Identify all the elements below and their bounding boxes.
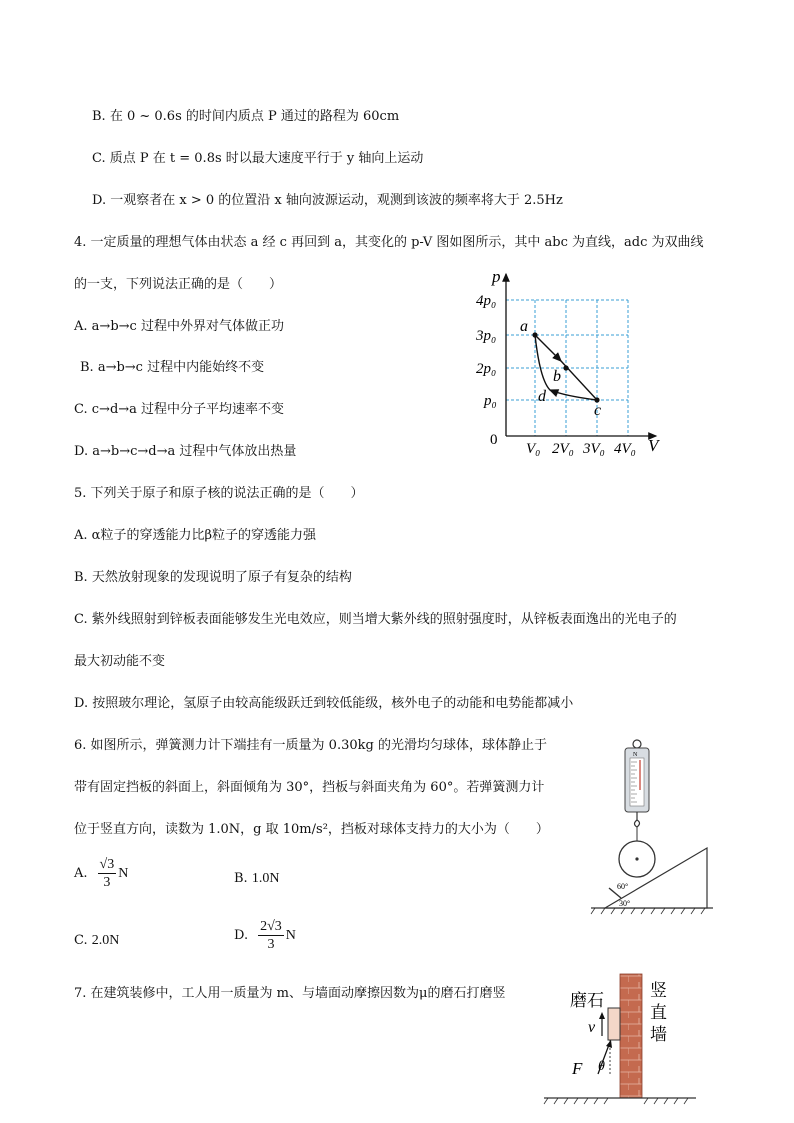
q6-option-c xyxy=(74,932,119,950)
option-label: C. xyxy=(74,402,88,417)
point-a-label: a xyxy=(520,318,528,335)
q6-option-d xyxy=(234,918,296,953)
pv-diagram xyxy=(470,268,670,460)
q4-stem-line2: 的一支，下列说法正确的是（ ） xyxy=(74,277,283,292)
option-label: B. xyxy=(92,109,106,124)
point-b-label: b xyxy=(553,368,561,385)
option-text: 质点 P 在 t = 0.8s 时以最大速度平行于 y 轴向上运动 xyxy=(109,151,424,166)
option-text: α粒子的穿透能力比β粒子的穿透能力强 xyxy=(91,528,316,543)
q3-option-d xyxy=(92,192,563,210)
option-label: C. xyxy=(74,612,88,627)
x-tick-label: 2V₀ xyxy=(552,441,574,457)
force-label: F xyxy=(572,1059,583,1078)
y-axis-label: p xyxy=(492,268,501,286)
option-label: C. xyxy=(74,933,88,948)
q6-stem-line2: 带有固定挡板的斜面上，斜面倾角为 30°，挡板与斜面夹角为 60°。若弹簧测力计 xyxy=(74,780,545,795)
fraction xyxy=(98,856,117,891)
scale-unit-label: N xyxy=(633,752,638,758)
option-text: a→b→c 过程中内能始终不变 xyxy=(97,360,265,375)
q6-stem-line3: 位于竖直方向，读数为 1.0N，g 取 10m/s²，挡板对球体支持力的大小为（ ） xyxy=(74,822,549,837)
theta-label: θ xyxy=(598,1059,605,1074)
x-axis-label: V xyxy=(648,436,659,455)
option-label: B. xyxy=(74,570,88,585)
option-label: D. xyxy=(92,193,107,208)
y-tick-label: 3p₀ xyxy=(476,328,497,344)
x-tick-label: V₀ xyxy=(526,441,541,457)
q5-option-c xyxy=(74,611,677,629)
q6-option-b xyxy=(234,870,279,888)
point-d-label: d xyxy=(538,388,546,405)
q4-option-c xyxy=(74,401,284,419)
q3-option-b xyxy=(92,108,399,126)
unit: N xyxy=(285,927,296,943)
option-text: a→b→c 过程中外界对气体做正功 xyxy=(91,319,284,334)
option-label: D. xyxy=(234,928,249,943)
q3-option-c xyxy=(92,150,423,168)
q6-stem-line1: 6. 如图所示，弹簧测力计下端挂有一质量为 0.30kg 的光滑均匀球体，球体静止于 xyxy=(74,738,547,753)
option-label: D. xyxy=(74,444,89,459)
grinding-stone xyxy=(608,1008,620,1040)
option-label: B. xyxy=(234,871,248,886)
option-text: 一观察者在 x > 0 的位置沿 x 轴向波源运动，观测到该波的频率将大于 2.5Hz xyxy=(110,193,563,208)
point-a xyxy=(532,332,537,337)
option-text: 2.0N xyxy=(91,933,120,948)
q7-stem: 7. 在建筑装修中，工人用一质量为 m、与墙面动摩擦因数为μ的磨石打磨竖 xyxy=(74,986,506,1001)
unit: N xyxy=(118,865,129,881)
option-label: A. xyxy=(74,866,88,881)
line-a-b xyxy=(535,335,561,361)
option-label: B. xyxy=(80,360,94,375)
option-label: C. xyxy=(92,151,106,166)
option-text: 按照玻尔理论，氢原子由较高能级跃迁到较低能级，核外电子的动能和电势能都减小 xyxy=(92,696,574,711)
q4-option-a xyxy=(74,318,284,336)
spring-scale-incline-figure xyxy=(585,738,715,916)
q5-option-a xyxy=(74,527,316,545)
stone-label: 磨石 xyxy=(570,991,604,1011)
q5-option-c-continued: 最大初动能不变 xyxy=(74,654,166,669)
origin-label: 0 xyxy=(490,432,498,448)
point-b xyxy=(563,365,568,370)
option-text: c→d→a 过程中分子平均速率不变 xyxy=(91,402,285,417)
option-text: 天然放射现象的发现说明了原子有复杂的结构 xyxy=(91,570,352,585)
q5-option-b xyxy=(74,569,352,587)
option-text: 在 0 ~ 0.6s 的时间内质点 P 通过的路程为 60cm xyxy=(109,109,400,124)
option-text: 1.0N xyxy=(251,871,280,886)
q4-option-d xyxy=(74,443,296,461)
q6-option-a xyxy=(74,856,128,891)
option-label: D. xyxy=(74,696,89,711)
point-c-label: c xyxy=(594,402,602,419)
wall-grindstone-figure xyxy=(540,970,700,1110)
q4-option-b xyxy=(80,359,264,377)
angle-30-label: 30° xyxy=(619,899,631,908)
option-text: 紫外线照射到锌板表面能够发生光电效应，则当增大紫外线的照射强度时，从锌板表面逸出的光电子的 xyxy=(91,612,677,627)
y-tick-label: p₀ xyxy=(484,393,497,409)
option-label: A. xyxy=(74,319,88,334)
q5-option-d xyxy=(74,695,573,713)
q5-stem: 5. 下列关于原子和原子核的说法正确的是（ ） xyxy=(74,486,364,501)
wall-label: 直 xyxy=(650,1003,667,1023)
fraction-numerator: 2√3 xyxy=(260,919,282,934)
angle-60-label: 60° xyxy=(617,882,629,891)
fraction-numerator: √3 xyxy=(99,857,115,872)
option-label: A. xyxy=(74,528,88,543)
x-tick-label: 4V₀ xyxy=(614,441,636,457)
y-tick-label: 4p₀ xyxy=(476,293,497,309)
wall-label: 墙 xyxy=(650,1025,667,1045)
x-tick-label: 3V₀ xyxy=(583,441,605,457)
option-text: a→b→c→d→a 过程中气体放出热量 xyxy=(92,444,297,459)
y-tick-label: 2p₀ xyxy=(476,361,497,377)
brick-wall xyxy=(620,974,642,1098)
fraction-denominator: 3 xyxy=(103,875,111,890)
fraction-denominator: 3 xyxy=(267,937,275,952)
velocity-label: v xyxy=(588,1019,596,1036)
wall-label: 竖 xyxy=(650,981,667,1001)
fraction xyxy=(258,918,284,953)
q4-stem-line1: 4. 一定质量的理想气体由状态 a 经 c 再回到 a，其变化的 p-V 图如图所示，其中 abc 为直线，adc 为双曲线 xyxy=(74,235,704,250)
